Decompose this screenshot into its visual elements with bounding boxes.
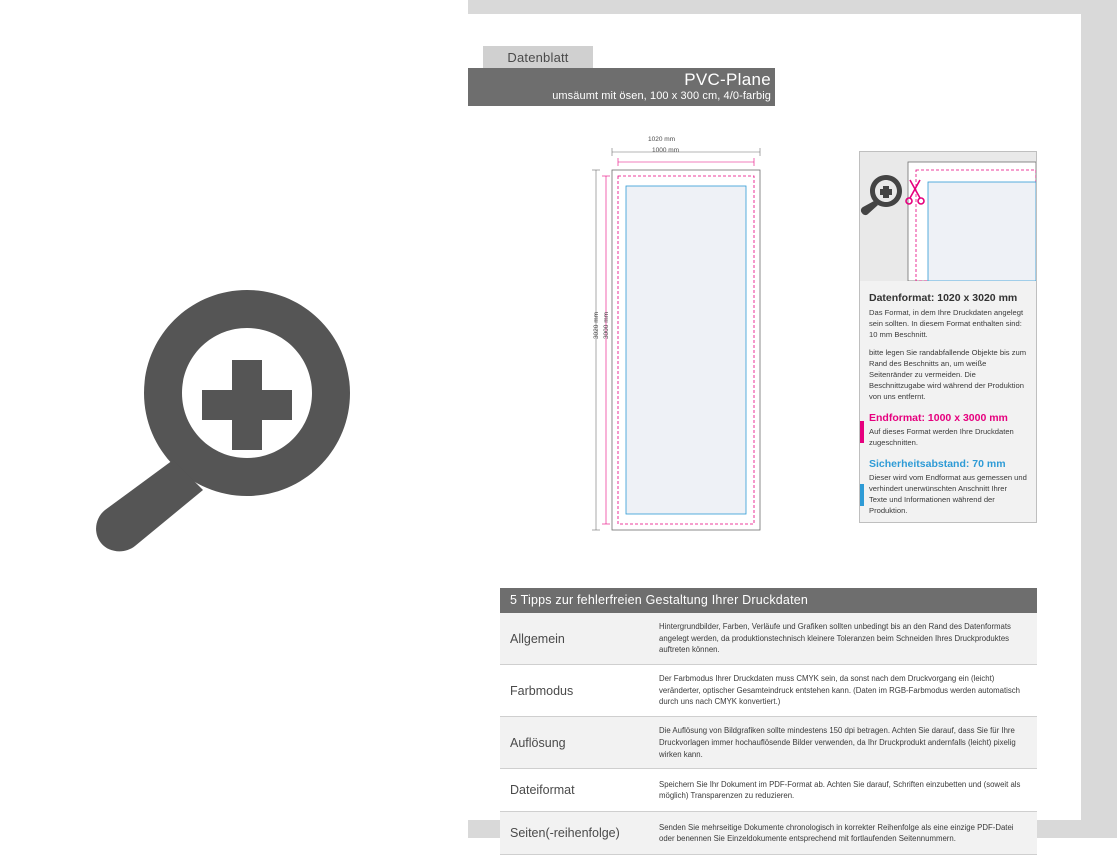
dimension-left-inner: 3000 mm <box>603 311 611 340</box>
dimension-top-outer: 1020 mm <box>648 136 676 143</box>
sicherheitsabstand-text: Dieser wird vom Endformat aus gemessen und verhindert unerwünschten Anschnitt Ihrer Texte und Informationen während der Produktion. <box>869 473 1027 515</box>
technical-drawing <box>560 130 800 550</box>
tips-header: 5 Tipps zur fehlerfreien Gestaltung Ihrer Druckdaten <box>500 588 1037 613</box>
tips-label: Auflösung <box>510 735 566 750</box>
sicherheitsabstand-title: Sicherheitsabstand: 70 mm <box>869 458 1006 470</box>
table-row <box>500 812 1037 855</box>
tips-text: Senden Sie mehrseitige Dokumente chronologisch in korrekter Reihenfolge als eine einzige PDF-Datei oder benennen Sie Einzeldokumente entsprechend mit fortlaufenden Seitennummern. <box>659 822 1014 844</box>
info-box <box>859 151 1037 523</box>
table-row <box>500 613 1037 665</box>
table-row <box>500 717 1037 769</box>
tips-text: Speichern Sie Ihr Dokument im PDF-Format ab. Achten Sie darauf, Schriften einzubetten und (soweit als möglich) Transparenzen zu reduzieren. <box>659 779 1021 801</box>
table-row <box>500 665 1037 717</box>
tips-label: Allgemein <box>510 631 565 646</box>
tab-datenblatt[interactable]: Datenblatt <box>483 46 593 70</box>
datenformat-title: Datenformat: 1020 x 3020 mm <box>869 292 1018 304</box>
dimension-top-inner: 1000 mm <box>652 147 680 154</box>
tips-table <box>500 588 1037 855</box>
dimension-left-outer: 3020 mm <box>593 311 601 340</box>
tips-label: Seiten(-reihenfolge) <box>510 826 620 841</box>
tips-label: Farbmodus <box>510 683 574 698</box>
endformat-text: Auf dieses Format werden Ihre Druckdaten zugeschnitten. <box>869 427 1014 447</box>
datenformat-text-1: Das Format, in dem Ihre Druckdaten angelegt sein sollten. In diesem Format enthalten sind: 10 mm Beschnitt. <box>869 308 1024 339</box>
page-title: PVC-Plane <box>684 70 771 89</box>
endformat-title: Endformat: 1000 x 3000 mm <box>869 412 1008 424</box>
tips-text: Hintergrundbilder, Farben, Verläufe und Grafiken sollten unbedingt bis an den Rand des Datenformats angelegt werden, da produktionstechnisch kleinere Toleranzen beim Schneiden Ihres Druckproduktes auftreten können. <box>659 622 1011 655</box>
table-row <box>500 769 1037 812</box>
datenformat-text-2: bitte legen Sie randabfallende Objekte bis zum Rand des Beschnitts an, um weiße Seitenränder zu vermeiden. Die Beschnittzugabe wird während der Produktion von uns entfernt. <box>869 348 1027 401</box>
tips-label: Dateiformat <box>510 783 575 798</box>
tips-text: Die Auflösung von Bildgrafiken sollte mindestens 150 dpi betragen. Achten Sie darauf, dass Sie für Ihre Druckvorlagen immer hochauflösende Bilder verwenden, da Ihr Druckprodukt andernfalls (leicht) pixelig wirken kann. <box>659 726 1016 759</box>
page-subtitle: umsäumt mit ösen, 100 x 300 cm, 4/0-farbig <box>552 90 771 102</box>
info-box-preview <box>860 152 1036 281</box>
magnifier-plus-icon <box>95 290 375 560</box>
tips-text: Der Farbmodus Ihrer Druckdaten muss CMYK sein, da sonst nach dem Druckvorgang ein (leicht) veränderter, optischer Gesamteindruck entstehen kann. (Daten im RGB-Farbmodus werden automatisch durch uns nach CMYK konvertiert.) <box>659 674 1020 707</box>
